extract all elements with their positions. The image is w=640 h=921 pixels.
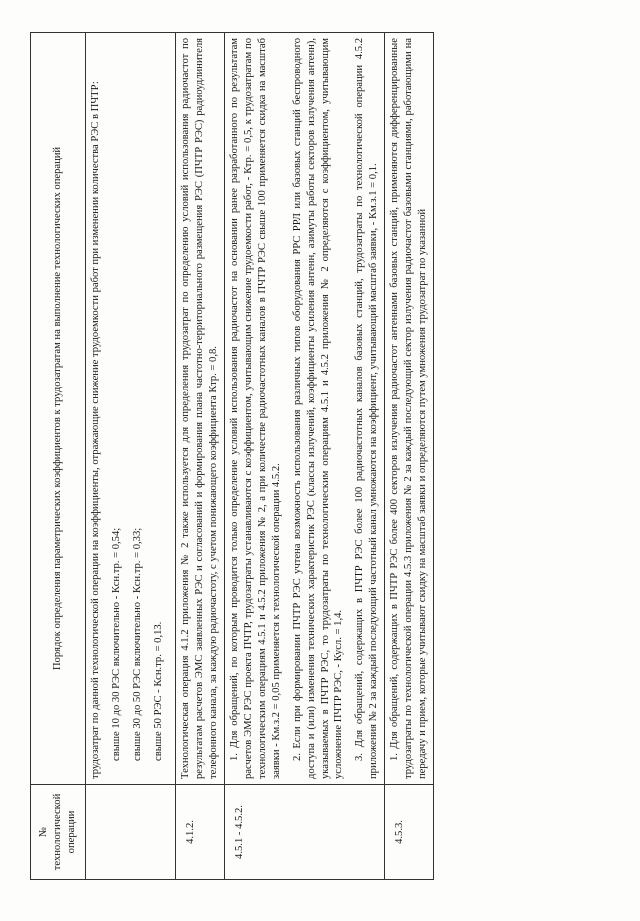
row-number: 4.1.2. — [175, 785, 224, 880]
row-paragraph: 3. Для обращений, содержащих в ПЧТР РЭС более 100 радиочастотных каналов базовых станций, трудозатраты по технологической операции 4.5.2 приложения № 2 за каждый последующий частотный канал умножаются на коэффициент, учитывающий масштаб заявки, - Км.з.1 = 0,1. — [354, 38, 380, 779]
coefficients-table — [30, 32, 434, 880]
table-header-row — [31, 33, 86, 880]
table-row — [175, 33, 224, 880]
table-row — [85, 33, 175, 880]
row-number: 4.5.1 - 4.5.2. — [224, 785, 385, 880]
rotated-content — [30, 32, 602, 880]
header-procedure: Порядок определения параметрических коэффициентов к трудозатратам на выполнение технологических операций — [31, 33, 86, 785]
table-row — [385, 33, 434, 880]
list-item: свыше 50 РЭС - Ксн.тр. = 0,13. — [152, 621, 164, 761]
row-paragraph: 1. Для обращений, по которым проводится только определение условий использования радиочастот на основании ранее разработанного по результатам расчетов ЭМС РЭС проекта ПЧТР, трудозатраты устанавливаются с коэффициентом, учитывающим снижение трудоемкости работ, - Ктр. = 0,5, к трудозатратам по технологическим операциям 4.5.1 и 4.5.2 приложения № 2, а при количестве радиочастотных каналов в ПЧТР РЭС свыше 100 применяется скидка на масштаб заявки - Км.з.2 = 0,05 применяется к технологической операции 4.5.2. — [228, 38, 282, 779]
row-content — [385, 33, 434, 785]
table-row — [224, 33, 385, 880]
header-operation-number: № технологической операции — [31, 785, 86, 880]
row-paragraph: 2. Если при формировании ПЧТР РЭС учтена возможность использования различных типов оборудования РРС РРЛ или базовых станций беспроводного доступа и (или) изменения технических характеристик РЭС (классы излучений, коэффициенты усиления антенн, азимуты работы секторов излучения антенн), указываемых в ПЧТР РЭС, то трудозатраты по технологическим операциям 4.5.1 и 4.5.2 приложения № 2 определяются с коэффициентом, учитывающим усложнение ПЧТР РЭС, - Кусл. = 1,4. — [291, 38, 345, 779]
list-item: свыше 10 до 30 РЭС включительно - Ксн.тр. = 0,54; — [110, 527, 122, 761]
row-text: 1. Для обращений, содержащих в ПЧТР РЭС более 400 секторов излучения радиочастот антеннами базовых станций, применяются дифференцированные трудозатраты по технологической операции 4.5.3 приложения № 2 за каждый последующий сектор излучения радиочастот базовыми станциями, работающими на передачу и прием, которые учитывают скидку на масштаб заявки и определяются путем умножения трудозатрат по указанной — [389, 38, 429, 779]
row-content — [224, 33, 385, 785]
row-content — [175, 33, 224, 785]
row-number — [85, 785, 175, 880]
row-number: 4.5.3. — [385, 785, 434, 880]
row-intro-text: трудозатрат по данной технологической операции на коэффициенты, отражающие снижение трудоемкости работ при изменении количества РЭС в ПЧТР: — [89, 81, 101, 779]
list-item: свыше 30 до 50 РЭС включительно - Ксн.тр. = 0,33; — [131, 527, 143, 761]
row-content — [85, 33, 175, 785]
row-text: Технологическая операция 4.1.2 приложения № 2 также используется для определения трудозатрат по определению условий использования радиочастот по результатам расчетов ЭМС заявленных РЭС и согласований и формирования плана частотно-территориального размещения РЭС (ПЧТР РЭС) радиоудлинителя телефонного канала, за каждую радиочастоту, с учетом понижающего коэффициента Ктр. = 0,8. — [179, 38, 219, 779]
